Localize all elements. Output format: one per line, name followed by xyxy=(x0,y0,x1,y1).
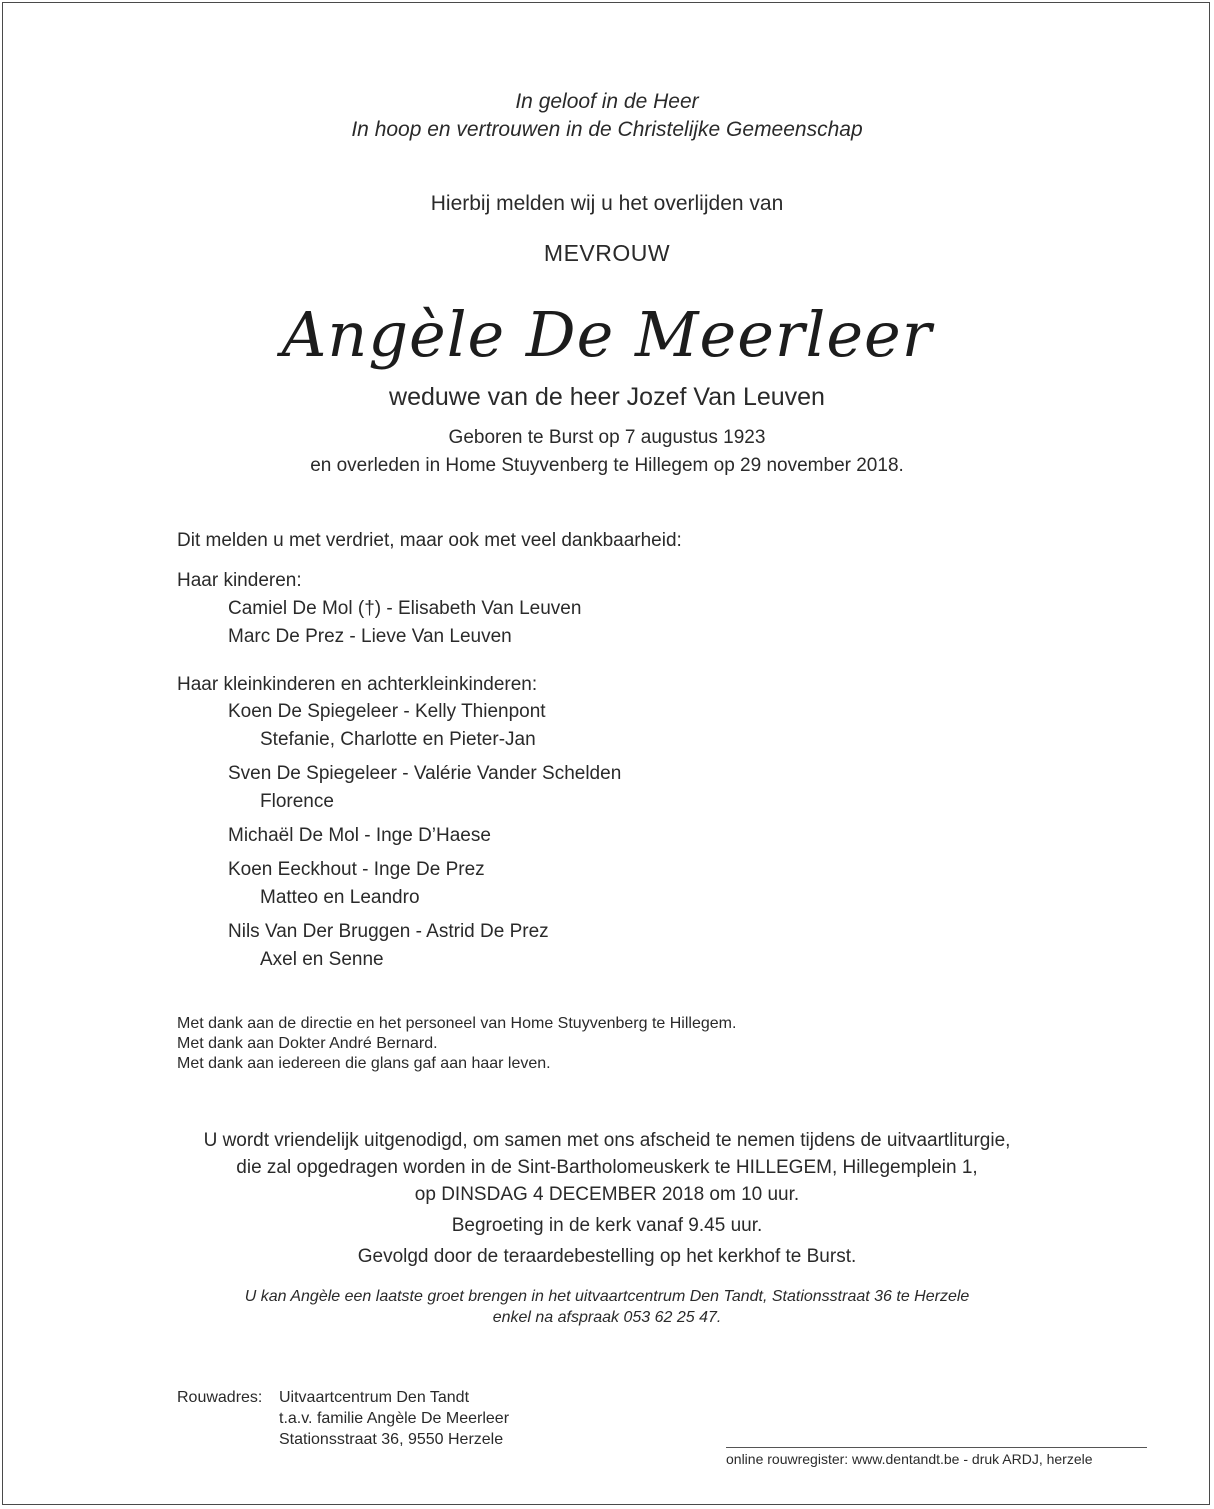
thanks-line: Met dank aan de directie en het personeel van Home Stuyvenberg te Hillegem. xyxy=(177,1015,737,1032)
address-line: Stationsstraat 36, 9550 Herzele xyxy=(279,1431,504,1448)
grandchild-couple: Sven De Spiegeleer - Valérie Vander Schelden xyxy=(228,763,622,784)
page-border xyxy=(2,2,1210,1505)
address-line: Uitvaartcentrum Den Tandt xyxy=(279,1389,470,1406)
great-grandchildren: Axel en Senne xyxy=(260,949,384,970)
thanks-line: Met dank aan iedereen die glans gaf aan haar leven. xyxy=(177,1055,551,1072)
address-line: t.a.v. familie Angèle De Meerleer xyxy=(279,1410,510,1427)
great-grandchildren: Matteo en Leandro xyxy=(260,887,420,908)
grandchild-couple: Michaël De Mol - Inge D’Haese xyxy=(228,825,491,846)
death-line: en overleden in Home Stuyvenberg te Hillegem op 29 november 2018. xyxy=(310,455,904,476)
announcement: Hierbij melden wij u het overlijden van xyxy=(430,192,784,215)
footer-text: online rouwregister: www.dentandt.be - druk ARDJ, herzele xyxy=(726,1451,1093,1467)
children-heading: Haar kinderen: xyxy=(177,570,302,591)
child-line: Camiel De Mol (†) - Elisabeth Van Leuven xyxy=(228,598,582,619)
intro-text: Dit melden u met verdriet, maar ook met veel dankbaarheid: xyxy=(177,530,682,551)
great-grandchildren: Florence xyxy=(260,791,334,812)
widow-of: weduwe van de heer Jozef Van Leuven xyxy=(389,383,825,411)
deceased-name: Angèle De Meerleer xyxy=(281,298,933,371)
visit-line: U kan Angèle een laatste groet brengen in het uitvaartcentrum Den Tandt, Stationsstraat 36 te Herzele xyxy=(244,1288,970,1305)
address-label: Rouwadres: xyxy=(177,1389,263,1406)
invitation-line: op DINSDAG 4 DECEMBER 2018 om 10 uur. xyxy=(414,1184,800,1205)
grandchild-couple: Nils Van Der Bruggen - Astrid De Prez xyxy=(228,921,549,942)
salutation: MEVROUW xyxy=(543,240,671,266)
grandchildren-heading: Haar kleinkinderen en achterkleinkinderen: xyxy=(177,674,538,695)
birth-line: Geboren te Burst op 7 augustus 1923 xyxy=(448,427,766,448)
grandchild-couple: Koen Eeckhout - Inge De Prez xyxy=(228,859,485,880)
visit-line: enkel na afspraak 053 62 25 47. xyxy=(492,1309,722,1326)
thanks-line: Met dank aan Dokter André Bernard. xyxy=(177,1035,438,1052)
great-grandchildren: Stefanie, Charlotte en Pieter-Jan xyxy=(260,729,536,750)
footer-divider xyxy=(726,1447,1147,1448)
motto-line-2: In hoop en vertrouwen in de Christelijke Gemeenschap xyxy=(351,118,863,141)
child-line: Marc De Prez - Lieve Van Leuven xyxy=(228,626,512,647)
invitation-line: U wordt vriendelijk uitgenodigd, om samen met ons afscheid te nemen tijdens de uitvaartliturgie, xyxy=(203,1130,1011,1151)
invitation-line: die zal opgedragen worden in de Sint-Bartholomeuskerk te HILLEGEM, Hillegemplein 1, xyxy=(236,1157,978,1178)
grandchild-couple: Koen De Spiegeleer - Kelly Thienpont xyxy=(228,701,546,722)
greeting-time: Begroeting in de kerk vanaf 9.45 uur. xyxy=(451,1215,763,1236)
burial-info: Gevolgd door de teraardebestelling op het kerkhof te Burst. xyxy=(357,1246,857,1267)
motto-line-1: In geloof in de Heer xyxy=(515,90,699,113)
